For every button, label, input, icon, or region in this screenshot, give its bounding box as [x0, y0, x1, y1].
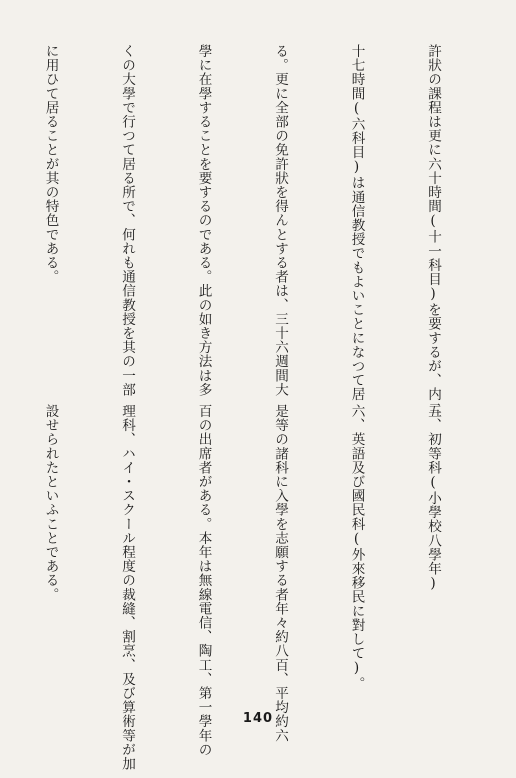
text-line: 設せられたといふことである。: [42, 404, 59, 602]
text-line: 是等の諸科に入學を志願する者年々約八百、平均約六: [272, 404, 288, 743]
list-item-5: 五、初等科(小學校八學年): [425, 404, 441, 593]
page-number: 140: [242, 711, 274, 726]
text-line: 百の出席者がある。本年は無線電信、陶工、第一學年の: [195, 404, 212, 757]
text-line: 學に在學することを要するのである。此の如き方法は多: [195, 44, 212, 397]
text-line: 許狀の課程は更に六十時間(十一科目)を要するが、内二: [425, 44, 441, 416]
text-line: 十七時間(六科目)は通信教授でもよいことになつて居: [348, 44, 365, 402]
text-line: る。更に全部の免許狀を得んとする者は、三十六週間大: [272, 44, 288, 397]
text-line: 理科、ハイ・スクール程度の裁縫、割烹、及び算術等が加: [119, 404, 135, 771]
text-line: くの大學で行つて居る所で、何れも通信教授を其の一部: [119, 44, 135, 397]
list-item-6: 六、英語及び國民科(外來移民に對して)。: [348, 404, 365, 691]
upper-text-block: [0, 44, 496, 416]
text-line: に用ひて居ることが其の特色である。: [42, 44, 59, 284]
